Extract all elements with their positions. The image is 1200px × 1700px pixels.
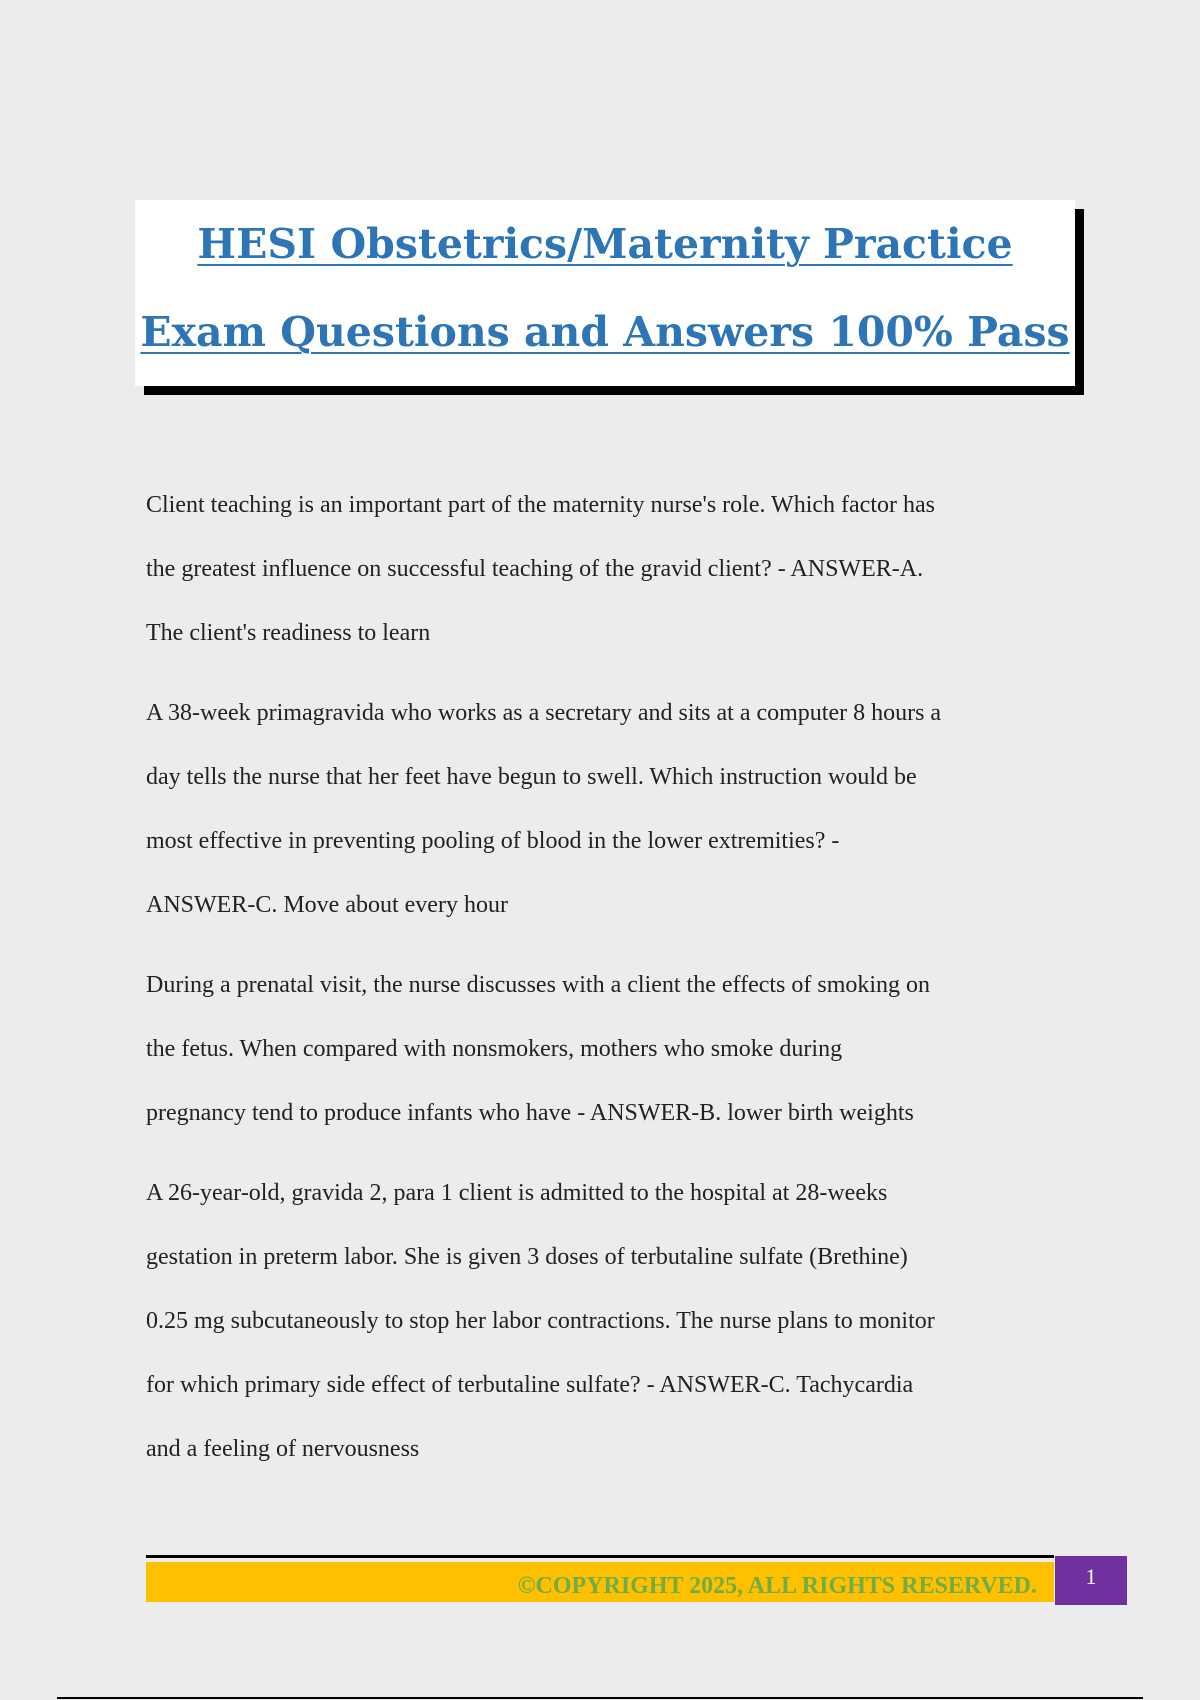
- document-title-line-1: HESI Obstetrics/Maternity Practice: [197, 220, 1013, 268]
- question-2-line-4: ANSWER-C. Move about every hour: [146, 892, 508, 918]
- question-2-line-1: A 38-week primagravida who works as a secretary and sits at a computer 8 hours a: [146, 700, 942, 726]
- question-4-line-3: 0.25 mg subcutaneously to stop her labor contractions. The nurse plans to monitor: [146, 1308, 935, 1334]
- question-3-line-1: During a prenatal visit, the nurse discusses with a client the effects of smoking on: [146, 972, 931, 998]
- question-1-line-1: Client teaching is an important part of the maternity nurse's role. Which factor has: [146, 492, 935, 518]
- bottom-rule: [57, 1697, 1143, 1699]
- question-2-line-3: most effective in preventing pooling of blood in the lower extremities? -: [146, 828, 840, 854]
- question-4-line-1: A 26-year-old, gravida 2, para 1 client is admitted to the hospital at 28-weeks: [146, 1180, 888, 1206]
- question-answer-4: [146, 1161, 1066, 1481]
- footer-bar: [146, 1562, 1054, 1602]
- question-2-line-2: day tells the nurse that her feet have begun to swell. Which instruction would be: [146, 764, 917, 790]
- title-box: [135, 200, 1075, 386]
- question-1-line-2: the greatest influence on successful teaching of the gravid client? - ANSWER-A.: [146, 556, 924, 582]
- question-1-line-3: The client's readiness to learn: [146, 620, 431, 646]
- footer-divider: [146, 1555, 1054, 1558]
- question-answer-3: [146, 953, 1066, 1145]
- question-3-line-2: the fetus. When compared with nonsmokers, mothers who smoke during: [146, 1036, 843, 1062]
- question-4-line-5: and a feeling of nervousness: [146, 1436, 420, 1462]
- page-number: 1: [1085, 1564, 1097, 1589]
- page-number-box: [1055, 1556, 1127, 1605]
- question-list: [146, 473, 1066, 1497]
- question-3-line-3: pregnancy tend to produce infants who have - ANSWER-B. lower birth weights: [146, 1100, 914, 1126]
- copyright-notice: ©COPYRIGHT 2025, ALL RIGHTS RESERVED.: [517, 1573, 1037, 1599]
- question-4-line-2: gestation in preterm labor. She is given 3 doses of terbutaline sulfate (Brethine): [146, 1244, 908, 1270]
- question-4-line-4: for which primary side effect of terbutaline sulfate? - ANSWER-C. Tachycardia: [146, 1372, 914, 1398]
- question-answer-2: [146, 681, 1066, 937]
- document-title-line-2: Exam Questions and Answers 100% Pass: [140, 308, 1070, 356]
- question-answer-1: [146, 473, 1066, 665]
